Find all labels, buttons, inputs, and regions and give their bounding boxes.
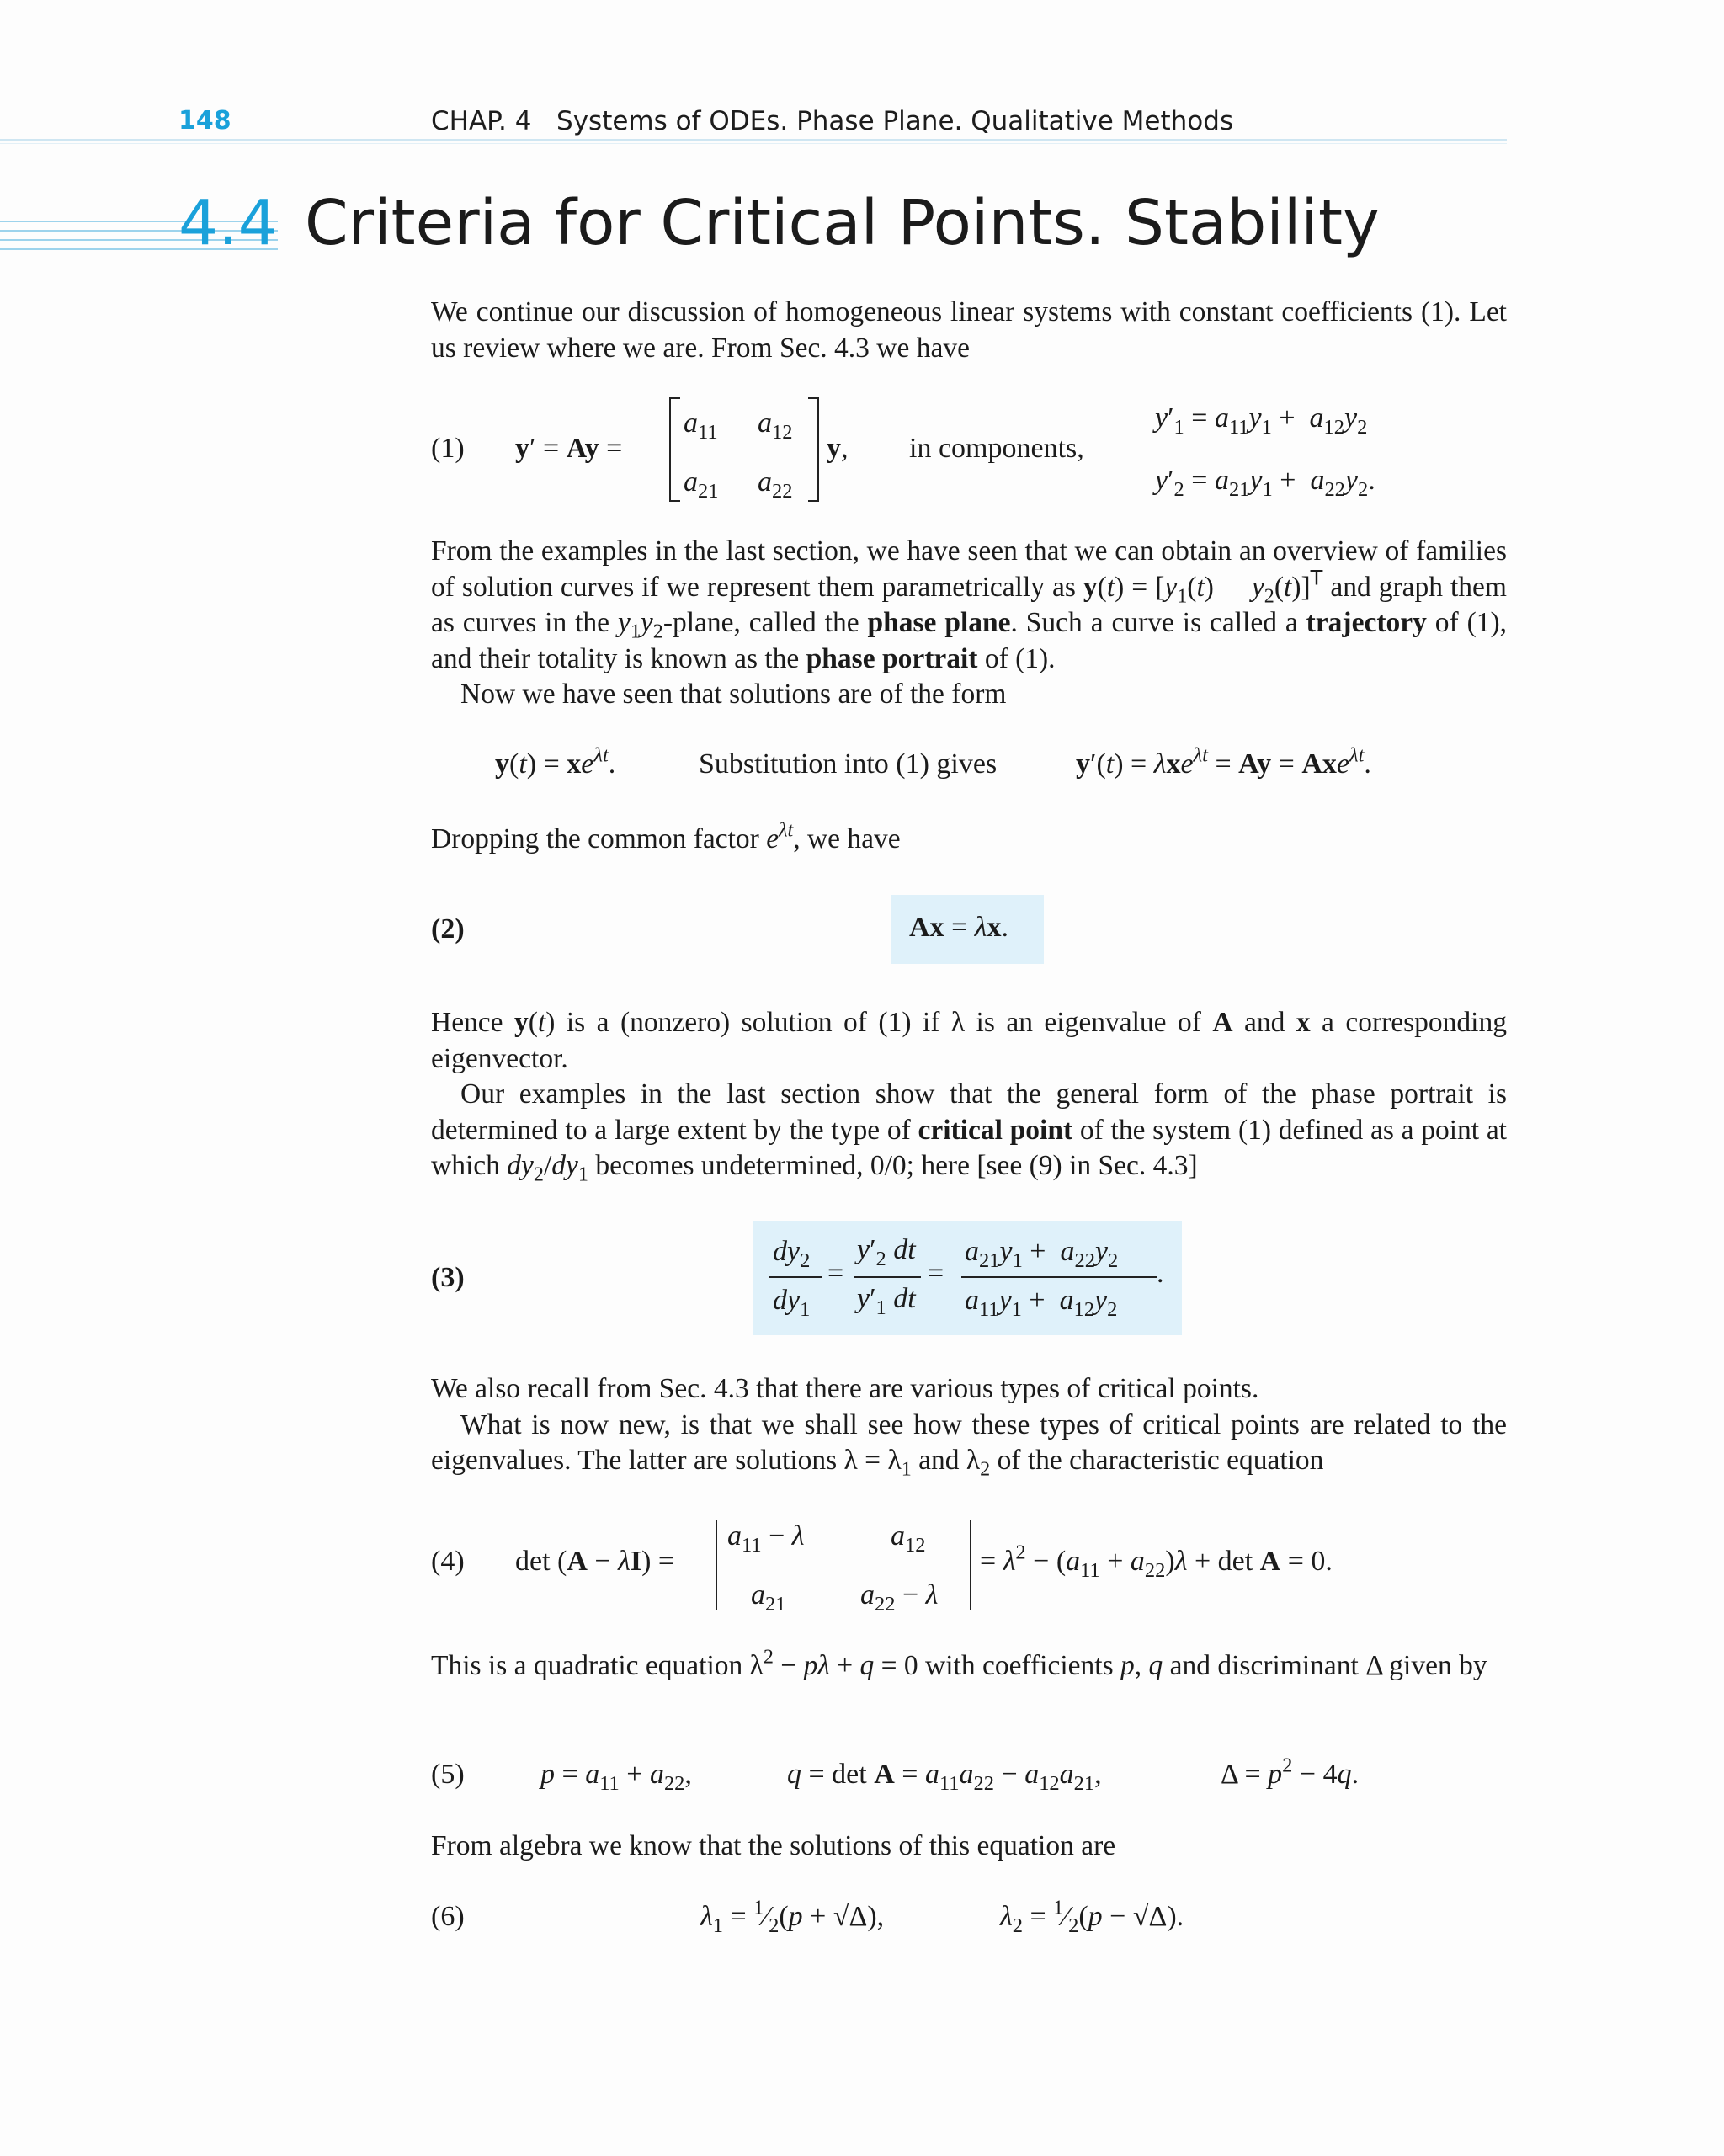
eq3-fracline-2 <box>854 1276 921 1278</box>
p8-text-c: of the characteristic equation <box>990 1445 1324 1476</box>
p6-text-a: Our examples in the last section show that the general form of the phase portrait is determined to a large extent by the type of <box>431 1078 1507 1146</box>
eq3-fracline-3 <box>961 1276 1157 1278</box>
p8-text-b: and λ <box>911 1445 981 1476</box>
matrix-bracket-left <box>669 397 680 502</box>
eq3-den-1: $dy_1$ <box>773 1285 811 1321</box>
p5-text-d: a corresponding eigenvector. <box>431 1007 1507 1074</box>
matrix-a11: $a_{11}$ <box>684 407 718 444</box>
paragraph-eigen <box>431 1005 1507 1184</box>
substitution-result: y′(t) = λxe$^{\lambda t}$ = Ay = Axe$^{\lambda t}$. <box>1076 743 1371 780</box>
paragraph-quadratic <box>431 1648 1507 1685</box>
paragraph-intro-text: We continue our discussion of homogeneous linear systems with constant coefficients (1). Let us review where we are. From Sec. 4.3 we have <box>431 296 1507 364</box>
eq3-den-2: $y'_1$ dt <box>857 1283 916 1319</box>
header-rule <box>0 139 1507 141</box>
equation-5-delta: $\Delta = p^2 - 4q$. <box>1221 1754 1360 1790</box>
p2-text-e: of (1), and their totality is known as the <box>431 607 1508 674</box>
section-number: 4.4 <box>178 187 278 259</box>
paragraph-phase-plane <box>431 534 1507 713</box>
determinant-bar-right <box>970 1520 971 1610</box>
p2-text-c: -plane, called the <box>662 607 868 638</box>
p9-text-b: − <box>773 1650 804 1681</box>
eq3-equals-2: = <box>928 1258 944 1289</box>
eq3-num-1: $dy_2$ <box>773 1236 811 1272</box>
equation-6-label: (6) <box>431 1901 465 1932</box>
equation-4-label: (4) <box>431 1546 465 1577</box>
equation-5-q: $q = \det A = a_{11}a_{22} - a_{12}a_{21}$, <box>787 1759 1102 1795</box>
symbol-A: A <box>1212 1007 1233 1038</box>
matrix-bracket-right <box>808 397 819 502</box>
equation-6-lambda1: $\lambda_1$ = $^1⁄_2(p + √\Delta)$, <box>700 1896 885 1937</box>
quadratic-rest: pλ + q = 0 <box>803 1650 918 1681</box>
p2-text-b: and graph them as curves in the <box>431 571 1507 638</box>
equation-1-lhs: y′ = Ay = <box>515 433 623 464</box>
equation-5-p: $p = a_{11} + a_{22}$, <box>540 1759 692 1795</box>
symbol-x: x <box>1296 1007 1311 1038</box>
p5-text-a: Hence <box>431 1007 515 1038</box>
equation-1-component-2: $y'_2 = a_{21}y_1 + a_{22}y_2$. <box>1155 465 1375 501</box>
dy2-dy1: $dy_2/dy_1$ <box>507 1150 588 1186</box>
p2-text-d: . Such a curve is called a <box>1010 607 1306 638</box>
common-factor: $e^{\lambda t}$ <box>766 819 794 854</box>
eq3-fracline-1 <box>769 1276 822 1278</box>
running-title: CHAP. 4 Systems of ODEs. Phase Plane. Qualitative Methods <box>431 106 1234 136</box>
p7-text: We also recall from Sec. 4.3 that there are various types of critical points. <box>431 1373 1259 1404</box>
p2-text-a: From the examples in the last section, we have seen that we can obtain an overview of families of solution curves if we represent them parametrically as <box>431 535 1507 603</box>
lambda1-sub: 1 <box>901 1458 912 1481</box>
lambda2-sub: 2 <box>980 1458 991 1481</box>
equation-6-lambda2: $\lambda_2$ = $^1⁄_2(p - √\Delta)$. <box>1000 1896 1184 1937</box>
term-phase-plane: phase plane <box>867 607 1011 638</box>
equation-1-components-label: in components, <box>909 433 1084 464</box>
eq3-period: . <box>1157 1258 1164 1289</box>
det-a11: $a_{11} - \lambda$ <box>727 1520 805 1557</box>
term-phase-portrait: phase portrait <box>806 642 978 674</box>
equation-3-label: (3) <box>431 1262 465 1293</box>
p6-text-b: of the system (1) defined as a point at which <box>431 1114 1507 1181</box>
eq3-num-3: $a_{21}y_1 + a_{22}y_2$ <box>965 1236 1119 1272</box>
p6-text-c: becomes undetermined, 0/0; here [see (9) in Sec. 4.3] <box>588 1150 1198 1181</box>
equation-4-lhs: det (A − λI) = <box>515 1546 675 1577</box>
paragraph-solutions <box>431 1829 1507 1865</box>
section-title: Criteria for Critical Points. Stability <box>305 187 1380 259</box>
param-form: $y(t) = [y_1(t)$ $y_2(t)]^T$ <box>1083 566 1323 608</box>
p9-text-c: with coefficients <box>918 1650 1120 1681</box>
eq3-den-3: $a_{11}y_1 + a_{12}y_2$ <box>965 1285 1118 1321</box>
term-critical-point: critical point <box>918 1114 1073 1146</box>
determinant-bar-left <box>716 1520 717 1610</box>
eq3-num-2: $y'_2$ dt <box>857 1234 916 1270</box>
p3-text: Now we have seen that solutions are of the form <box>460 679 1007 710</box>
y1y2-symbol: $y_1y_2$ <box>617 607 663 643</box>
equation-5-label: (5) <box>431 1759 465 1790</box>
paragraph-eigenvalues <box>431 1371 1507 1479</box>
matrix-a22: $a_{22}$ <box>758 466 793 503</box>
equation-4-rhs: = $\lambda^2 - (a_{11} + a_{22})\lambda + \det A = 0$. <box>980 1541 1333 1582</box>
header-rule-thin <box>0 143 1507 144</box>
p5-text-c: and <box>1232 1007 1296 1038</box>
lambda-squared: 2 <box>763 1646 774 1669</box>
paragraph-dropping <box>431 819 1507 858</box>
equation-1-y: y, <box>827 433 849 464</box>
paragraph-intro <box>431 295 1507 366</box>
p9-text-a: This is a quadratic equation λ <box>431 1650 764 1681</box>
eq3-equals-1: = <box>827 1258 844 1289</box>
det-a21: $a_{21}$ <box>751 1579 786 1616</box>
p8-text-a: What is now new, is that we shall see how these types of critical points are related to the eigenvalues. The latter are solutions λ = λ <box>431 1408 1507 1476</box>
y-of-t: y(t) <box>514 1007 556 1038</box>
matrix-a12: $a_{12}$ <box>758 407 793 444</box>
equation-1-label: (1) <box>431 433 465 464</box>
p10-text: From algebra we know that the solutions of this equation are <box>431 1830 1116 1861</box>
page-number: 148 <box>178 106 231 136</box>
p4-text-a: Dropping the common factor <box>431 823 767 854</box>
solution-form: $y(t) = xe^{\lambda t}$. <box>495 743 616 780</box>
p2-text-f: of (1). <box>977 642 1056 674</box>
term-trajectory: trajectory <box>1306 607 1427 638</box>
equation-2: Ax = λx. <box>909 912 1008 943</box>
coeffs-pq: p, q <box>1120 1650 1163 1681</box>
p9-text-d: and discriminant Δ given by <box>1163 1650 1487 1681</box>
det-a22: $a_{22} - \lambda$ <box>860 1579 939 1616</box>
equation-2-label: (2) <box>431 913 465 945</box>
det-a12: $a_{12}$ <box>891 1520 926 1557</box>
p5-text-b: is a (nonzero) solution of (1) if λ is an eigenvalue of <box>555 1007 1213 1038</box>
p4-text-b: , we have <box>793 823 901 854</box>
matrix-a21: $a_{21}$ <box>684 466 719 503</box>
substitution-text: Substitution into (1) gives <box>699 748 998 780</box>
equation-1-component-1: $y'_1 = a_{11}y_1 + a_{12}y_2$ <box>1155 402 1368 439</box>
